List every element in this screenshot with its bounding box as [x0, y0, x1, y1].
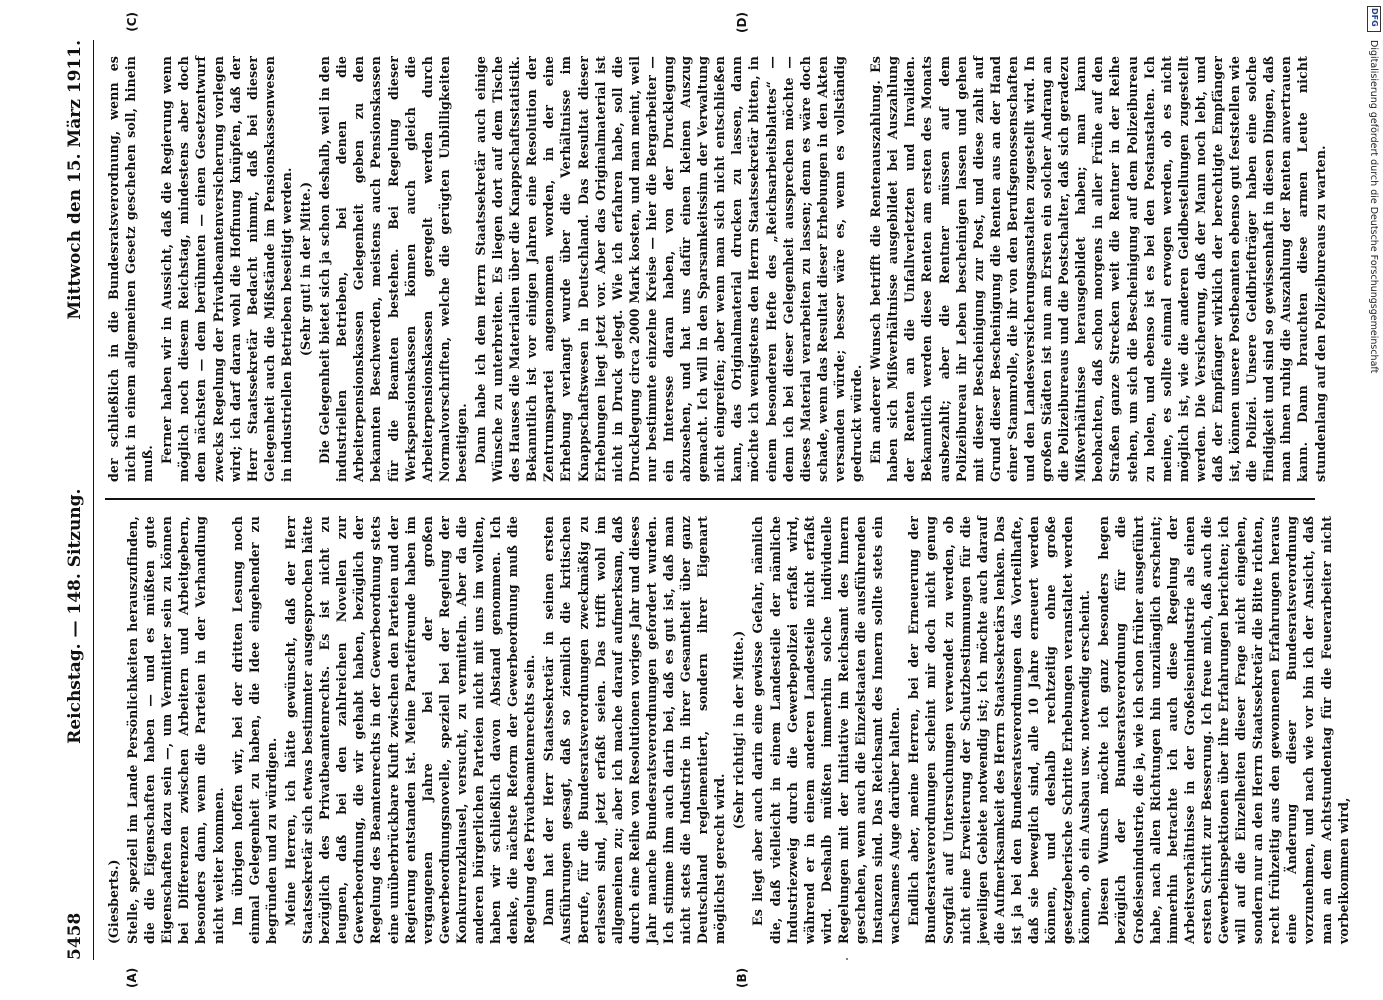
- paragraph: der schließlich in die Bundesratsverordnung, wenn es nicht in einem allgemeinen Gesetz geschehen soll, hinein muß.: [106, 56, 156, 482]
- paragraph: Ferner haben wir in Aussicht, daß die Regierung wenn möglich noch diesem Reichstag, mindestens aber doch dem nächsten — dem berühmten — einen Gesetzentwurf zwecks Regelung der Privatbeamtenversicherung vorlegen wird; ich darf daran wohl die Hoffnung knüpfen, daß der Herr Staatssekretär Bedacht nimmt, daß bei dieser Gelegenheit auch die Mißstände im Pensionskassenwesen in industriellen Betrieben beseitigt werden.: [159, 56, 294, 482]
- speaker-label: (Giesberts.): [106, 859, 121, 944]
- paragraph: Diesen Wunsch möchte ich ganz besonders hegen bezüglich der Bundesratsverordnung für die Großeisenindustrie, die ja, wie ich schon früher ausgeführt habe, nach allen Richtungen hin unzulänglich erscheint; immerhin betrachte ich auch diese Regelung der Arbeitsverhältnisse in der Großeisenindustrie als einen ersten Schritt zur Besserung. Ich freue mich, daß auch die Gewerbeinspektionen über ihre Erfahrungen berichten; ich will auf die Einzelheiten dieser Frage nicht eingehen, sondern nur an den Herrn Staatssekretär die Bitte richten, recht frühzeitig aus den gewonnenen Erfahrungen heraus eine Änderung dieser Bundesratsverordnung vorzunehmen, und nach wie vor bin ich der Ansicht, daß man an dem Achtstundentag für die Feuerarbeiter nicht vorbeikommen wird,: [1096, 516, 1351, 944]
- dfg-logo: [1367, 6, 1381, 32]
- paragraph: Stelle, speziell im Lande Persönlichkeiten herauszufinden, die die Eigenschaften haben — und es müßten gute Eigenschaften dazu sein —, um Vermittler sein zu können bei Differenzen zwischen Arbeitern und Arbeitgebern, besonders dann, wenn die Parteien in der Verhandlung nicht weiter kommen.: [125, 516, 226, 944]
- column-left: [105, 500, 1351, 960]
- digitization-note-text: Digitalisierung gefördert durch die Deutsche Forschungsgemeinschaft: [1368, 40, 1379, 374]
- interjection: (Sehr gut! in der Mitte.): [298, 181, 314, 357]
- interjection: (Sehr richtig! in der Mitte.): [731, 630, 747, 830]
- header-title-right: Mittwoch den 15. März 1911.: [65, 40, 85, 320]
- page-header: [65, 40, 94, 960]
- scanned-page: [45, 10, 1351, 990]
- scan-speck: [846, 958, 848, 960]
- paragraph: Es liegt aber auch darin eine gewisse Gefahr, nämlich die, daß vielleicht in einem Landesteile der nämliche Industriezweig durch die Gewerbepolizei erfaßt wird, während er in einem anderen Landesteile nicht erfaßt wird. Deshalb müßten immerhin solche individuelle Regelungen mit der Initiative im Reichsamt des Innern geschehen, wenn auch die Einzelstaaten die ausführenden Instanzen sind. Das Reichsamt des Innern sollte stets ein wachsames Auge darüber halten.: [750, 516, 903, 944]
- paragraph: Endlich aber, meine Herren, bei der Erneuerung der Bundesratsverordnungen scheint mir doch nicht genug Sorgfalt auf Untersuchungen verwendet zu werden, ob nicht eine Erweiterung der Schutzbestimmungen für die jeweiligen Gebiete notwendig ist; ich möchte auch darauf die Aufmerksamkeit des Herrn Staatssekretärs lenken. Das ist ja bei den Bundesratsverordnungen das Vorteilhafte, daß sie beweglich sind, alle 10 Jahre erneuert werden können, und deshalb rechtzeitig ohne große gesetzgeberische Schritte Erhebungen veranstaltet werden können, ob ein Ausbau usw. notwendig erscheint.: [906, 516, 1093, 944]
- dfg-logo-text: DFG: [1370, 8, 1379, 27]
- paragraph: Dann habe ich dem Herrn Staatssekretär auch einige Wünsche zu unterbreiten. Es liegen dort auf dem Tische des Hauses die Materialien über die Knappschaftsstatistik. Bekanntlich ist vor einigen Jahren eine Resolution der Zentrumspartei angenommen worden, in der eine Erhebung verlangt wurde über die Verhältnisse im Knappschaftswesen in Deutschland. Das Resultat dieser Erhebungen liegt jetzt vor. Aber das Originalmaterial ist nicht in Druck gelegt. Wie ich erfahren habe, soll die Drucklegung circa 2000 Mark kosten, und man meint, weil nur bestimmte einzelne Kreise — hier die Bergarbeiter — ein Interesse daran haben, von der Drucklegung abzusehen, und hat uns dafür einen kleinen Auszug gemacht. Ich will in den Sparsamkeitssinn der Verwaltung nicht eingreifen; aber wenn man sich nicht entschließen kann, das Originalmaterial drucken zu lassen, dann möchte ich wenigstens den Herrn Staatssekretär bitten, in einem besonderen Hefte des „Reichsarbeitsblattes“ — denn ich bei dieser Gelegenheit aussprechen möchte — dieses Material verarbeiten zu lassen; denn es wäre doch schade, wenn das Resultat dieser Erhebungen in den Akten versanden würde; besser wäre es, wenn es vollständig gedruckt würde.: [472, 56, 865, 482]
- digitization-note: [1365, 40, 1381, 680]
- margin-marker-b: (B): [735, 967, 749, 988]
- page-number: 5458: [65, 912, 85, 960]
- paragraph: Meine Herren, ich hätte gewünscht, daß der Herr Staatssekretär sich etwas bestimmter ausgesprochen hätte bezüglich des Privatbeamtenrechts. Es ist nicht zu leugnen, daß bei den zahlreichen Novellen zur Gewerbeordnung, die wir gehabt haben, bezüglich der Regelung des Beamtenrechts in der Gewerbeordnung stets eine unüberbrückbare Kluft zwischen den Parteien und der Regierung entstanden ist. Meine Parteifreunde haben im vergangenen Jahre bei der großen Gewerbeordnungsnovelle, speziell bei der Regelung der Konkurrenzklausel, versucht, zu vermitteln. Aber da die anderen bürgerlichen Parteien nicht mit uns im wollten, haben wir schließlich davon Abstand genommen. Ich denke, die nächste Reform der Gewerbeordnung muß die Regelung des Privatbeamtenrechts sein.: [282, 516, 538, 944]
- text-columns: [105, 40, 1351, 960]
- margin-marker-c: (C): [125, 12, 139, 32]
- header-title-left: Reichstag. — 148. Sitzung.: [65, 488, 85, 744]
- margin-marker-a: (A): [125, 967, 139, 988]
- paragraph: Ein anderer Wunsch betrifft die Rentenauszahlung. Es haben sich Mißverhältnisse ausgebildet bei Auszahlung der Renten an die Unfallverletzten und Invaliden. Bekanntlich werden diese Renten am ersten des Monats ausbezahlt; aber die Rentner müssen auf dem Polizeibureau ihr Leben bescheinigen lassen und gehen mit dieser Bescheinigung zur Post, und diese zahlt auf Grund dieser Bescheinigung die Renten aus an der Hand einer Stammrolle, die ihr von den Berufsgenossenschaften und den Landesversicherungsanstalten zugestellt wird. In großen Städten ist nun am Ersten ein solcher Andrang an die Polizeibureaus und die Postschalter, daß sich geradezu Mißverhältnisse herausgebildet haben; man kann beobachten, daß schon morgens in aller Frühe auf den Straßen ganze Strecken weit die Rentner in der Reihe stehen, um sich die Bescheinigung auf dem Polizeibureau zu holen, und ebenso ist es bei den Postanstalten. Ich meine, es sollte einmal erwogen werden, ob es nicht möglich ist, wie die anderen Geldbestellungen zugestellt werden. Die Versicherung, daß der Mann noch lebt, und daß der Empfänger wirklich der berechtigte Empfänger ist, können unsere Postbeamten ebenso gut feststellen wie die Polizei. Unsere Geldbriefträger haben eine solche Findigkeit und sind so gewissenhaft in diesen Dingen, daß man ihnen ruhig die Auszahlung der Renten anvertrauen kann. Dann brauchten diese armen Leute nicht stundenlang auf den Polizeibureaus zu warten.: [868, 56, 1328, 482]
- column-right: [105, 40, 1328, 500]
- paragraph: Im übrigen hoffen wir, bei der dritten Lesung noch einmal Gelegenheit zu haben, die Idee eingehender zu begründen und zu würdigen.: [229, 516, 279, 944]
- paragraph: Die Gelegenheit bietet sich ja schon deshalb, weil in den industriellen Betrieben, bei denen die Arbeiterpensionskassen Gelegenheit geben zu den bekannten Beschwerden, meistens auch Pensionskassen für die Beamten bestehen. Bei Regelung dieser Werkspensionskassen können auch gleich die Arbeiterpensionskassen geregelt werden durch Normalvorschriften, welche die gerügten Unbilligkeiten beseitigen.: [317, 56, 469, 482]
- paragraph: Dann hat der Herr Staatssekretär in seinen ersten Ausführungen gesagt, daß so ziemlich die kritischen Berufe, für die Bundesratsverordnungen zweckmäßig zu erlassen sind, jetzt erfaßt seien. Das trifft wohl im allgemeinen zu; aber ich mache darauf aufmerksam, daß durch eine Reihe von Resolutionen voriges Jahr und dieses Jahr manche Bundesratsverordnungen gefordert wurden. Ich stimme ihm auch darin bei, daß es gut ist, daß man nicht stets die Industrie in ihrer Gesamtheit über ganz Deutschland reglementiert, sondern ihrer Eigenart möglichst gerecht wird.: [541, 516, 728, 944]
- margin-marker-d: (D): [735, 12, 749, 33]
